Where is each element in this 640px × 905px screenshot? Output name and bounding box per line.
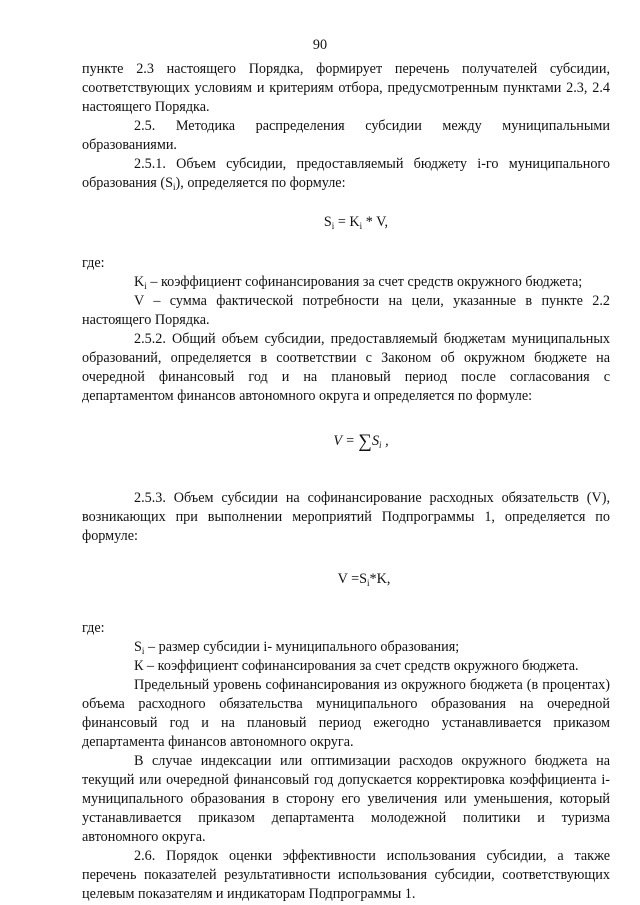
formula-sum: [82, 432, 610, 451]
formula-v: [82, 570, 610, 589]
paragraph-2-5-1-tail: ), определяется по формуле:: [175, 175, 346, 191]
formula-v-tail: *K,: [369, 571, 391, 587]
paragraph-2-6: 2.6. Порядок оценки эффективности использования субсидии, а также перечень показателей результативности использования субсидии, соответствующих целевым показателям и индикаторам Подпрограммы 1.: [82, 848, 610, 902]
formula-si-k: = K: [334, 214, 360, 230]
paragraph-continuation: пункте 2.3 настоящего Порядка, формирует перечень получателей субсидии, соответствующих условиям и критериям отбора, предусмотренным пунктами 2.3, 2.4 настоящего Порядка.: [82, 61, 610, 115]
definition-ki: [82, 273, 610, 292]
paragraph-2-5-1-text: 2.5.1. Объем субсидии, предоставляемый бюджету i-го муниципального образования (S: [82, 156, 610, 191]
paragraph-2-5-1: [82, 155, 610, 193]
definition-ki-text: – коэффициент софинансирования за счет средств окружного бюджета;: [146, 274, 583, 290]
where-label-2: где:: [82, 620, 105, 636]
sigma-symbol: ∑: [358, 431, 372, 452]
formula-si: [82, 213, 610, 232]
paragraph-2-5-2: 2.5.2. Общий объем субсидии, предоставляемый бюджетам муниципальных образований, определяется в соответствии с Законом об окружном бюджете на очередной финансовый год и на плановый период после согласования с департаментом финансов автономного округа и определяется по формуле:: [82, 331, 610, 404]
definition-si: [82, 638, 610, 657]
paragraph-2-5-1-sub: i: [173, 182, 176, 192]
where-label-1: где:: [82, 255, 105, 271]
definition-si-lhs: S: [134, 639, 142, 655]
page-content: [82, 60, 610, 904]
definition-ki-sub: i: [144, 281, 147, 291]
formula-si-v: * V,: [362, 214, 389, 230]
paragraph-indexation: В случае индексации или оптимизации расходов окружного бюджета на текущий или очередной финансовый год допускается корректировка коэффициента i-муниципального образования в сторону его увеличения или уменьшения, который устанавливается приказом департамента молодежной политики и туризма автономного округа.: [82, 753, 610, 845]
formula-si-lhs: S: [323, 214, 332, 230]
paragraph-limit-level: Предельный уровень софинансирования из окружного бюджета (в процентах) объема расходного обязательства муниципального образования на очередной финансовый год и на плановый период ежегодно устанавливается приказом департамента финансов автономного округа.: [82, 677, 610, 750]
definition-si-text: – размер субсидии i- муниципального образования;: [144, 639, 460, 655]
formula-sum-s: S: [371, 433, 380, 449]
page-number: 90: [312, 37, 328, 53]
definition-ki-lhs: K: [134, 274, 145, 290]
formula-si-k-sub: i: [359, 221, 363, 231]
definition-si-sub: i: [141, 646, 145, 656]
formula-sum-s-sub: i: [379, 440, 382, 450]
formula-si-lhs-sub: i: [331, 221, 335, 231]
definition-v: V – сумма фактической потребности на цели, указанные в пункте 2.2 настоящего Порядка.: [82, 293, 610, 328]
formula-sum-tail: ,: [381, 433, 389, 449]
paragraph-2-5: 2.5. Методика распределения субсидии между муниципальными образованиями.: [82, 118, 610, 153]
paragraph-2-5-3: 2.5.3. Объем субсидии на софинансирование расходных обязательств (V), возникающих при выполнении мероприятий Подпрограммы 1, определяется по формуле:: [82, 490, 610, 544]
formula-v-sub: i: [367, 578, 370, 588]
formula-sum-lhs: V =: [333, 433, 359, 449]
formula-v-lhs: V =S: [337, 571, 368, 587]
definition-k: К – коэффициент софинансирования за счет средств окружного бюджета.: [134, 658, 579, 674]
